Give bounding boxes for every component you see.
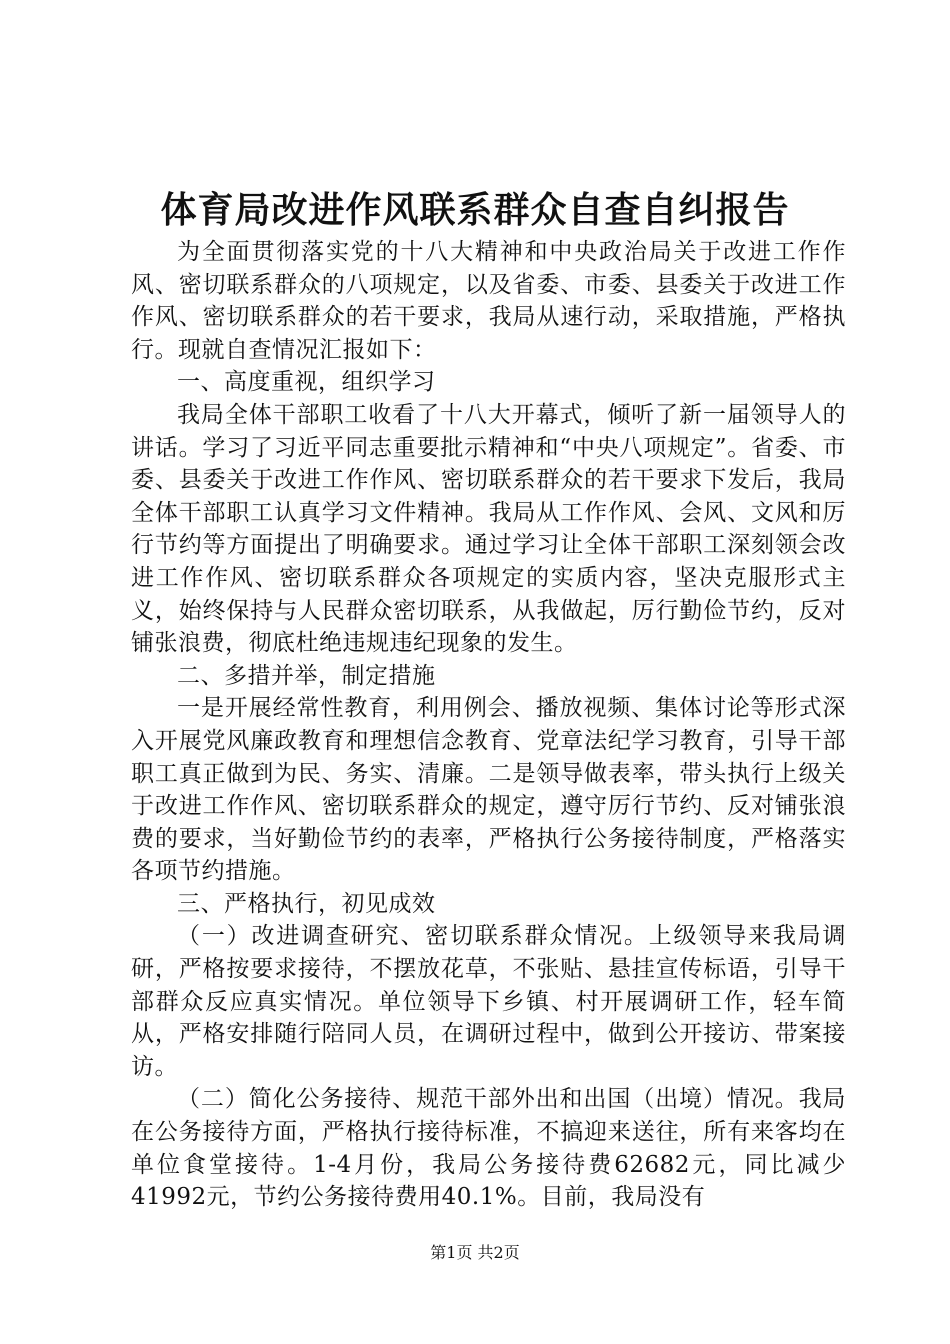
section-heading-2: 二、多措并举，制定措施 <box>177 662 436 689</box>
section-heading-3: 三、严格执行，初见成效 <box>177 890 436 917</box>
intro-paragraph: 为全面贯彻落实党的十八大精神和中央政治局关于改进工作作风、密切联系群众的八项规定，以及省委、市委、县委关于改进工作作风、密切联系群众的若干要求，我局从速行动，采取措施，严格执行。现就自查情况汇报如下： <box>131 239 846 363</box>
document-body <box>131 236 846 1214</box>
section-3-paragraph-1: （一）改进调查研究、密切联系群众情况。上级领导来我局调研，严格按要求接待，不摆放花草，不张贴、悬挂宣传标语，引导干部群众反应真实情况。单位领导下乡镇、村开展调研工作，轻车简从，严格安排随行陪同人员，在调研过程中，做到公开接访、带案接访。 <box>131 923 846 1080</box>
section-1-paragraph: 我局全体干部职工收看了十八大开幕式，倾听了新一届领导人的讲话。学习了习近平同志重要批示精神和“中央八项规定”。省委、市委、县委关于改进工作作风、密切联系群众的若干要求下发后，我局全体干部职工认真学习文件精神。我局从工作作风、会风、文风和厉行节约等方面提出了明确要求。通过学习让全体干部职工深刻领会改进工作作风、密切联系群众各项规定的实质内容，坚决克服形式主义，始终保持与人民群众密切联系，从我做起，厉行勤俭节约，反对铺张浪费，彻底杜绝违规违纪现象的发生。 <box>131 401 846 657</box>
document-title: 体育局改进作风联系群众自查自纠报告 <box>160 189 790 231</box>
section-3-paragraph-2: （二）简化公务接待、规范干部外出和出国（出境）情况。我局在公务接待方面，严格执行接待标准，不搞迎来送往，所有来客均在单位食堂接待。1-4月份，我局公务接待费62682元，同比减少41992元，节约公务接待费用40.1%。目前，我局没有 <box>131 1086 846 1211</box>
section-heading-1: 一、高度重视，组织学习 <box>177 369 436 396</box>
page-number-footer: 第1页 共2页 <box>430 1243 520 1262</box>
section-2-paragraph: 一是开展经常性教育，利用例会、播放视频、集体讨论等形式深入开展党风廉政教育和理想信念教育、党章法纪学习教育，引导干部职工真正做到为民、务实、清廉。二是领导做表率，带头执行上级关于改进工作作风、密切联系群众的规定，遵守厉行节约、反对铺张浪费的要求，当好勤俭节约的表率，严格执行公务接待制度，严格落实各项节约措施。 <box>131 695 846 885</box>
